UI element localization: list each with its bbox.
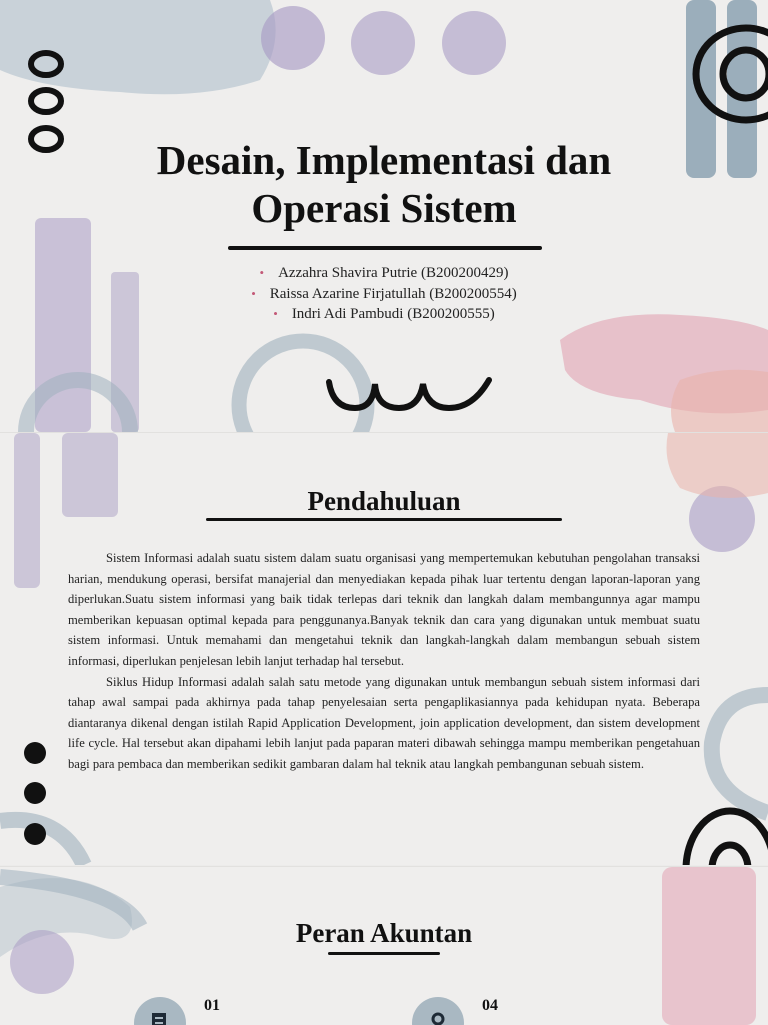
heading-underline <box>328 952 440 955</box>
author-item: • Indri Adi Pambudi (B200200555) <box>0 304 768 325</box>
heading-underline <box>206 518 562 521</box>
document-icon <box>134 997 186 1025</box>
title-slide <box>0 0 768 432</box>
gear-person-icon <box>412 997 464 1025</box>
paragraph: Sistem Informasi adalah suatu sistem dalam suatu organisasi yang mempertemukan kebutuhan pengolahan transaksi harian, mendukung operasi, bersifat manajerial dan menyediakan kepada pihak luar tertentu dengan laporan-laporan yang diperlukan.Suatu sistem informasi yang baik tidak terlepas dari teknik dan langkah dalam membangunnya agar mampu memberikan kepuasan optimal kepada para penggunanya.Banyak teknik dan cara yang digunakan untuk membuat suatu sistem informasi. Untuk memahami dan mengetahui teknik dan langkah-langkah dalam membangun sebuah sistem informasi, diperlukan penjelesan lebih lanjut terhadap hal tersebut. <box>68 551 700 668</box>
intro-slide <box>0 432 768 865</box>
squiggle-icon <box>325 374 495 414</box>
title-line-1: Desain, Implementasi dan <box>156 137 612 183</box>
dot-column-icon <box>20 737 50 853</box>
author-item: • Raissa Azarine Firjatullah (B200200554) <box>0 284 768 305</box>
page-title <box>0 136 768 232</box>
title-underline <box>228 246 542 250</box>
roles-slide <box>0 866 768 1025</box>
author-list <box>0 263 768 325</box>
section-heading: Peran Akuntan <box>295 918 473 948</box>
concentric-circle-icon <box>688 24 768 124</box>
intro-body <box>68 548 700 775</box>
section-heading: Pendahuluan <box>307 486 461 516</box>
author-item: • Azzahra Shavira Putrie (B200200429) <box>0 263 768 284</box>
role-item <box>134 997 220 1025</box>
role-number: 01 <box>204 997 220 1014</box>
role-item <box>412 997 498 1025</box>
role-number: 04 <box>482 997 498 1014</box>
title-line-2: Operasi Sistem <box>251 185 517 231</box>
paragraph: Siklus Hidup Informasi adalah salah satu metode yang digunakan untuk membangun sebuah sistem informasi dari tahap awal sampai pada akhirnya pada tahap penyelesaian serta pengaplikasiannya pada kehidupan nyata. Beberapa diantaranya dikenal dengan istilah Rapid Application Development, join application development, dan sistem development life cycle. Hal tersebut akan dipahami lebih lanjut pada paparan materi dibawah sehingga mampu memberikan pengetahuan bagi para pembaca dan memberikan sedikit gambaran dalam hal teknik atau langkah pembangunan sebuah sistem. <box>68 674 700 771</box>
concentric-circle-icon <box>680 799 768 865</box>
